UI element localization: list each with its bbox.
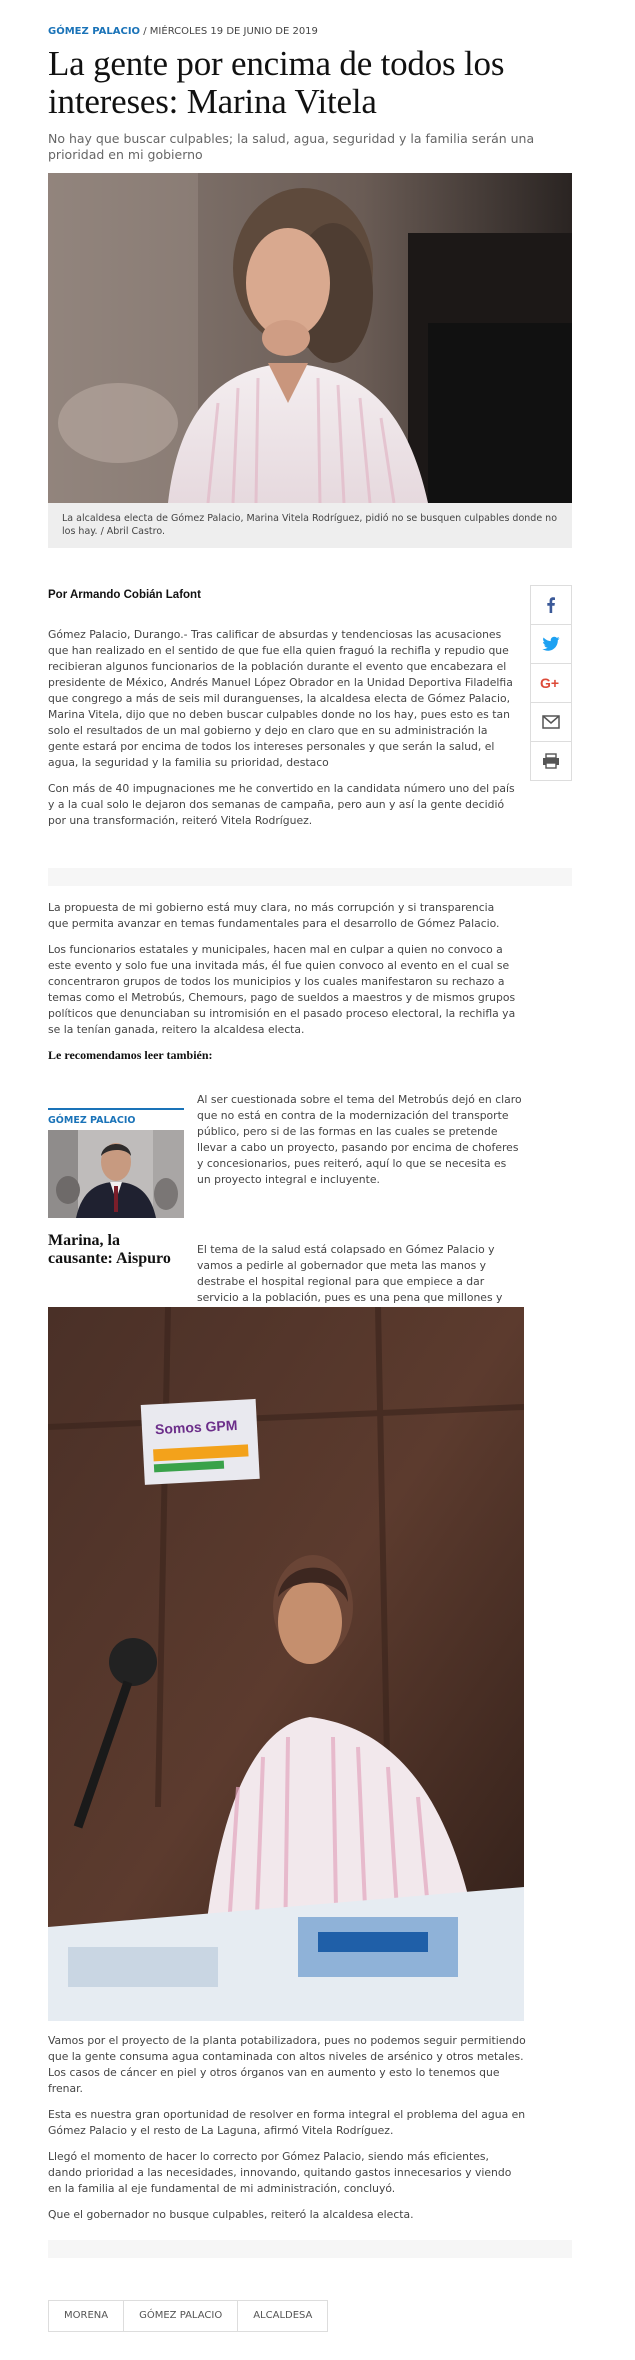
article-date: MIÉRCOLES 19 DE JUNIO DE 2019 [149,26,318,37]
recommended-headline[interactable]: Marina, la causante: Aispuro [48,1232,171,1267]
article-paragraph: El tema de la salud está colapsado en Gómez Palacio y vamos a pedirle al gobernador que meta las manos y destrabe el hospital regional para que empiece a dar servicio a la población, pues es una pena que millones y [197,1243,503,1304]
second-photo [48,1307,524,2021]
share-twitter-button[interactable] [530,624,572,663]
article-paragraph: Con más de 40 impugnaciones me he convertido en la candidata número uno del país y a la cual solo le dejaron dos semanas de campaña, pero aun y así la gente decidió por una transformación, reiteró Vitela Rodríguez. [48,782,515,827]
hero-photo-caption: La alcaldesa electa de Gómez Palacio, Marina Vitela Rodríguez, pidió no se busquen culpables donde no los hay. / Abril Castro. [48,503,572,548]
print-button[interactable] [530,741,572,781]
article-paragraph: Llegó el momento de hacer lo correcto por Gómez Palacio, siendo más eficientes, dando prioridad a las necesidades, innovando, quitando gastos innecesarios y viendo en la familia al eje fundamental de mi administración, concluyó. [48,2150,512,2195]
print-icon [542,753,560,769]
article-subtitle: No hay que buscar culpables; la salud, agua, seguridad y la familia serán una prioridad en mi gobierno [48,131,535,162]
poster-text: Somos GPM [154,1416,238,1438]
recommended-section[interactable]: GÓMEZ PALACIO [48,1115,136,1126]
recommended-thumbnail[interactable] [48,1130,184,1218]
facebook-icon [543,597,559,613]
share-bar [530,585,570,781]
article-paragraph: Gómez Palacio, Durango.- Tras calificar de absurdas y tendenciosas las acusaciones que han realizado en el sentido de que fue ella quien fraguó la rechifla y repudio que recibieran algunos funcionarios de la población durante el evento que encabezara el presidente de México, Andrés Manuel López Obrador en la Unidad Deportiva Filadelfia que congrego a más de seis mil duranguenses, la alcaldesa electa de Gómez Palacio, Marina Vitela, dijo que no deben buscar culpables donde no los hay, pues esto es tan solo el resultados de un mal gobierno y dejo en claro que en su administración la gente estará por encima de todos los intereses personales y que serán la salud, el agua, la seguridad y la familia su prioridad, destaco [48,628,513,769]
share-google-plus-button[interactable] [530,663,572,702]
email-icon [542,715,560,729]
section-link[interactable]: GÓMEZ PALACIO [48,26,141,37]
hero-photo [48,173,572,503]
article-container [48,0,572,829]
recommended-thumbnail-illustration [48,1130,184,1218]
tag-gomez-palacio[interactable]: GÓMEZ PALACIO [124,2300,238,2332]
article-body-part-1 [48,627,518,829]
kicker-separator: / [143,26,147,37]
article-kicker [48,25,572,39]
hero-photo-illustration [48,173,572,503]
article-byline: Por Armando Cobián Lafont [48,589,201,601]
recommended-accent-line [48,1108,184,1110]
article-body-part-3 [197,1092,522,1188]
article-paragraph: Los funcionarios estatales y municipales, hacen mal en culpar a quien no convoco a este evento y solo fue una invitada más, él fue quien convoco al evento en el cual se concentraron grupos de todos los municipios y los cuales manifestaron su rechazo a temas como el Metrobús, Chemours, pago de sueldos a maestros y de mismos grupos políticos que denunciaban su intromisión en el pasado proceso electoral, la rechifla ya se la tenían ganada, reitero la alcaldesa electa. [48,943,516,1036]
ad-placeholder [48,868,572,886]
tag-morena[interactable]: MORENA [48,2300,124,2332]
article-body-part-4 [48,2033,526,2223]
article-paragraph: Que el gobernador no busque culpables, reiteró la alcaldesa electa. [48,2208,414,2221]
article-body-part-2 [48,900,518,1063]
tag-list [48,2300,328,2332]
article-paragraph: Esta es nuestra gran oportunidad de resolver en forma integral el problema del agua en Gómez Palacio y el resto de La Laguna, afirmó Vitela Rodríguez. [48,2108,526,2137]
recommended-card[interactable] [48,1108,184,1268]
twitter-icon [542,636,560,652]
article-paragraph: La propuesta de mi gobierno está muy clara, no más corrupción y si transparencia que permita avanzar en temas fundamentales para el desarrollo de Gómez Palacio. [48,901,500,930]
share-facebook-button[interactable] [530,585,572,624]
article-paragraph: Vamos por el proyecto de la planta potabilizadora, pues no podemos seguir permitiendo que la gente consuma agua contaminada con altos niveles de arsénico y otros metales. Los casos de cáncer en piel y otros órganos van en aumento y esto lo tenemos que frenar. [48,2034,526,2095]
share-email-button[interactable] [530,702,572,741]
ad-placeholder [48,2240,572,2258]
article-paragraph: Al ser cuestionada sobre el tema del Metrobús dejó en claro que no está en contra de la modernización del transporte público, pero si de las formas en las cuales se pretende llevar a cabo un proyecto, pasando por encima de choferes y concesionarios, pues reiteró, aquí lo que se necesita es un proyecto integral e incluyente. [197,1093,522,1186]
recommended-heading: Le recomendamos leer también: [48,1048,213,1062]
tag-alcaldesa[interactable]: ALCALDESA [238,2300,328,2332]
article-title: La gente por encima de todos los intereses: Marina Vitela [48,44,505,121]
svg-text:G+: G+ [540,675,560,691]
google-plus-icon [540,675,562,691]
second-photo-illustration [48,1307,524,2021]
